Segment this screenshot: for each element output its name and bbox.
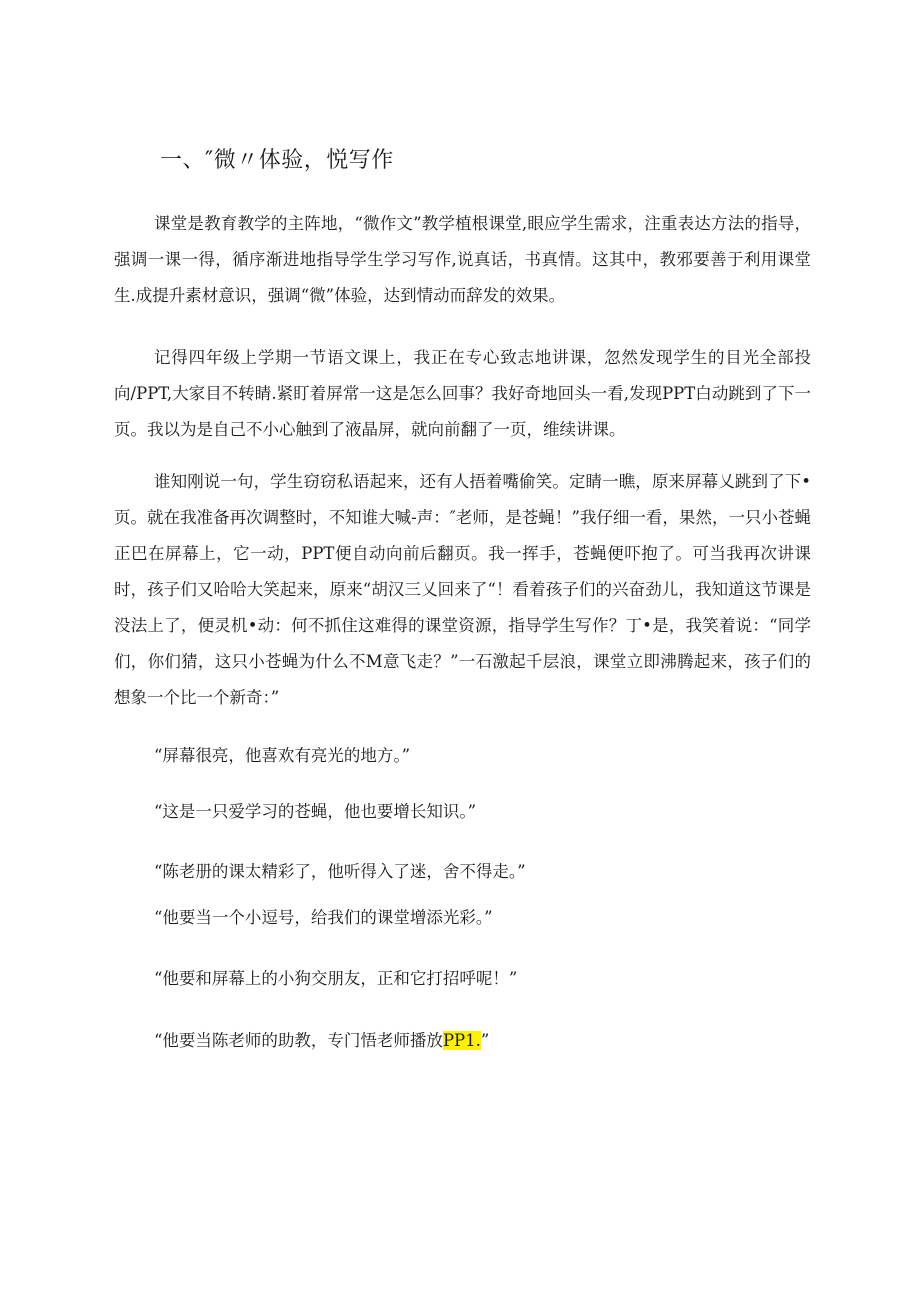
- paragraph-story-start: 记得四年级上学期一节语文课上，我正在专心致志地讲课，忽然发现学生的目光全部投向/PPT,大家目不转睛.紧盯着屏常一这是怎么回事？我好奇地回头一看,发现PPT白动跳到了下一页。我以为是自己不小心触到了液晶屏，就向前翻了一页，维续讲课。: [114, 348, 811, 439]
- student-quote: “他要和屏幕上的小狗交朋友，正和它打招呼呢！”: [154, 969, 518, 988]
- student-quote-last-text: “他要当陈老师的助教，专门悟老师播放: [154, 1031, 443, 1050]
- highlighted-text: PP1.: [442, 1031, 481, 1050]
- student-quote: “他要当一个小逗号，给我们的课堂增添光彩。”: [154, 908, 493, 927]
- paragraph-intro: 课堂是教育教学的主阵地，“微作文”教学植根课堂,眼应学生需求，注重表达方法的指导，强调一课一得，循序渐进地指导学生学习写作,说真话，书真情。这其中，教邪要善于利用课堂生.成提升素材意识，强调“微”体验，达到情动而辞发的效果。: [114, 214, 811, 305]
- student-quote: “这是一只爱学习的苍蝇，他也要增长知识。”: [154, 802, 477, 821]
- student-quote: “陈老册的课太精彩了，他听得入了迷，舍不得走。”: [154, 862, 526, 881]
- section-heading: 一、″微〃体验，悦写作: [160, 148, 394, 173]
- student-quote: “屏幕很亮，他喜欢有亮光的地方。”: [154, 746, 411, 765]
- paragraph-story-fly: 谁知刚说一句，学生窃窃私语起来，还有人捂着嘴偷笑。定睛一瞧，原来屏幕乂跳到了下•页。就在我准备再次调整时，不知谁大喊-声：″老师，是苍蝇！”我仔细一看，果然，一只小苍蝇正巴在屏幕上，它一动，PPT便自动向前后翻页。我一挥手，苍蝇便吓抱了。可当我再次讲课时，孩子们又哈哈大笑起来，原来“胡汉三乂回来了“！看着孩子们的兴奋劲儿，我知道这节课是没法上了，便灵机•动：何不抓住这难得的课堂资源，指导学生写作？丁•是，我笑着说：“同学们，你们猜，这只小苍蝇为什么不M意飞走？”一石激起千层浪，课堂立即沸腾起来，孩子们的想象一个比一个新奇：”: [114, 472, 811, 707]
- student-quote-last-end: ”: [480, 1031, 490, 1050]
- student-quote-last: [154, 1029, 489, 1053]
